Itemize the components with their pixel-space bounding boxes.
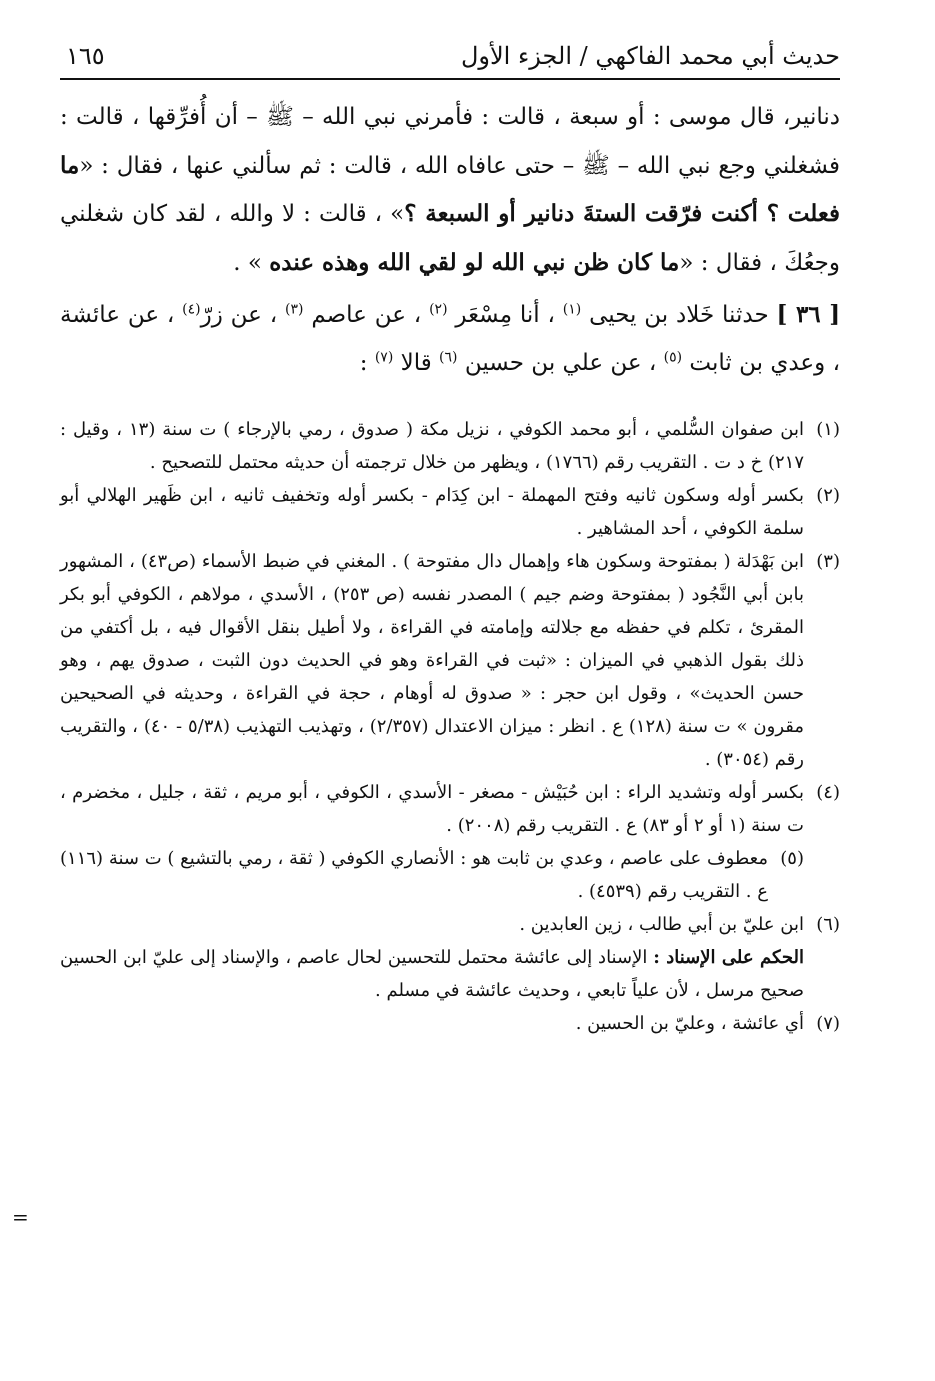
footnote-text: بكسر أوله وتشديد الراء : ابن حُبَيْش - مصغر - الأسدي ، الكوفي ، أبو مريم ، ثقة ، جليل ، مخضرم ، ت سنة (١ أو ٢ أو ٨٣) ع . التقريب رقم (٢٠٠٨) . [60, 782, 804, 836]
footnote [60, 1007, 840, 1040]
footnote [60, 776, 840, 842]
footnote-text: ابن صفوان السُّلمي ، أبو محمد الكوفي ، نزيل مكة ( صدوق ، رمي بالإرجاء ) ت سنة (١٣ ، وقيل : ٢١٧) خ د ت . التقريب رقم (١٧٦٦) ، ويظهر من خلال ترجمته أن حديثه محتمل للتصحيح . [60, 419, 804, 473]
paragraph-hadith-35-end [60, 94, 840, 287]
text-run: ، عن زرّ [200, 302, 278, 328]
footnote-ref: (٥) [663, 348, 683, 365]
footnote-text: بكسر أوله وسكون ثانيه وفتح المهملة - ابن كِدَام - بكسر أوله وتخفيف ثانيه ، ابن ظَهير الهلالي أبو سلمة الكوفي ، أحد المشاهير . [60, 485, 804, 539]
footnote-text: ابن عليّ بن أبي طالب ، زين العابدين . [519, 914, 804, 935]
footnote-text: معطوف على عاصم ، وعدي بن ثابت هو : الأنصاري الكوفي ( ثقة ، رمي بالتشيع ) ت سنة (١١٦) ع . التقريب رقم (٤٥٣٩) . [60, 848, 768, 902]
footnotes [60, 413, 840, 1040]
footnote-number: (٣) [816, 551, 840, 572]
footnote [60, 479, 840, 545]
verdict-label: الحكم على الإسناد : [653, 947, 804, 968]
footnote-number: (٧) [816, 1013, 840, 1034]
page-number: ١٦٥ [66, 42, 105, 70]
book-page [60, 30, 840, 1040]
prophet-quote: ما فعلت ؟ أكنت فرّقت الستةَ دنانير أو السبعة ؟ [60, 151, 840, 227]
footnote-ref: (٣) [285, 301, 304, 318]
footnote-number: (٤) [816, 782, 840, 803]
text-run: ، عن علي بن حسين [464, 349, 657, 376]
text-run: ، عن عاصم [311, 302, 422, 328]
footnote-ref: (١) [562, 301, 582, 318]
continuation-mark: = [12, 1205, 29, 1229]
hadith-number: [ ٣٦ ] [776, 301, 841, 328]
footnote-text: ابن بَهْدَلة ( بمفتوحة وسكون هاء وإهمال دال مفتوحة ) . المغني في ضبط الأسماء (ص٤٣) ، المشهور بابن أبي النَّجُود ( بمفتوحة وضم جيم ) المصدر نفسه (ص ٢٥٣) ، الأسدي ، مولاهم ، الكوفي أبو بكر المقرئ ، تكلم في حفظه مع جلالته وإمامته في القراءة ، ولا أطيل بنقل الأقوال فيه ، بل أكتفي من ذلك بقول الذهبي في الميزان : «ثبت في القراءة وهو في الحديث دون الثبت ، صدوق يهم ، وهو حسن الحديث» ، وقول ابن حجر : « صدوق له أوهام ، حجة في القراءة ، وحديثه في الصحيحين مقرون » ت سنة (١٢٨) ع . انظر : ميزان الاعتدال (٢/٣٥٧) ، وتهذيب التهذيب (٥/٣٨ - ٤٠) ، والتقريب رقم (٣٠٥٤) . [60, 551, 805, 770]
text-run: » . [233, 249, 262, 276]
isnad-verdict [60, 941, 840, 1007]
text-run: : [359, 349, 368, 376]
verdict-body [60, 941, 804, 1007]
footnote-number: (٥) [780, 848, 804, 869]
text-run: قالا [400, 349, 432, 376]
footnote [60, 842, 840, 908]
footnote [60, 545, 840, 776]
text-run: ، أنا مِسْعَر [455, 302, 555, 328]
text-run: حدثنا خَلاد بن يحيى [589, 302, 769, 328]
footnote-ref: (٤) [182, 301, 201, 318]
main-text [60, 94, 840, 387]
verdict-text: الإسناد إلى عائشة محتمل للتحسين لحال عاصم ، والإسناد إلى عليّ ابن الحسين صحيح مرسل ، لأن علياً تابعي ، وحديث عائشة في مسلم . [60, 947, 804, 1001]
footnote-text: أي عائشة ، وعليّ بن الحسين . [575, 1013, 804, 1034]
footnote-ref: (٦) [439, 348, 458, 365]
footnote-ref: (٧) [374, 348, 394, 365]
footnote-number: (١) [816, 419, 840, 440]
footnote [60, 413, 840, 479]
prophet-quote: ما كان ظن نبي الله لو لقي الله وهذه عنده [269, 248, 680, 276]
footnote-number: (٢) [816, 485, 840, 506]
paragraph-hadith-36 [60, 291, 840, 387]
footnote-number: (٦) [816, 914, 840, 935]
footnote [60, 908, 840, 941]
text-run: ، عن عائشة ، وعدي بن ثابت [60, 302, 840, 376]
running-header [60, 30, 840, 80]
footnote-ref: (٢) [429, 301, 448, 318]
text-run: دنانير، قال موسى : أو سبعة ، قالت : فأمرني نبي الله – ﷺ – أن أُفرِّقها ، قالت : فشغلني وجع نبي الله – ﷺ – حتى عافاه الله ، قالت : ثم سألني عنها ، فقال : « [60, 104, 840, 179]
header-title: حديث أبي محمد الفاكهي / الجزء الأول [460, 42, 840, 70]
text-run: » ، قالت : لا والله ، لقد كان شغلني وجعُكَ ، فقال : « [60, 201, 840, 276]
